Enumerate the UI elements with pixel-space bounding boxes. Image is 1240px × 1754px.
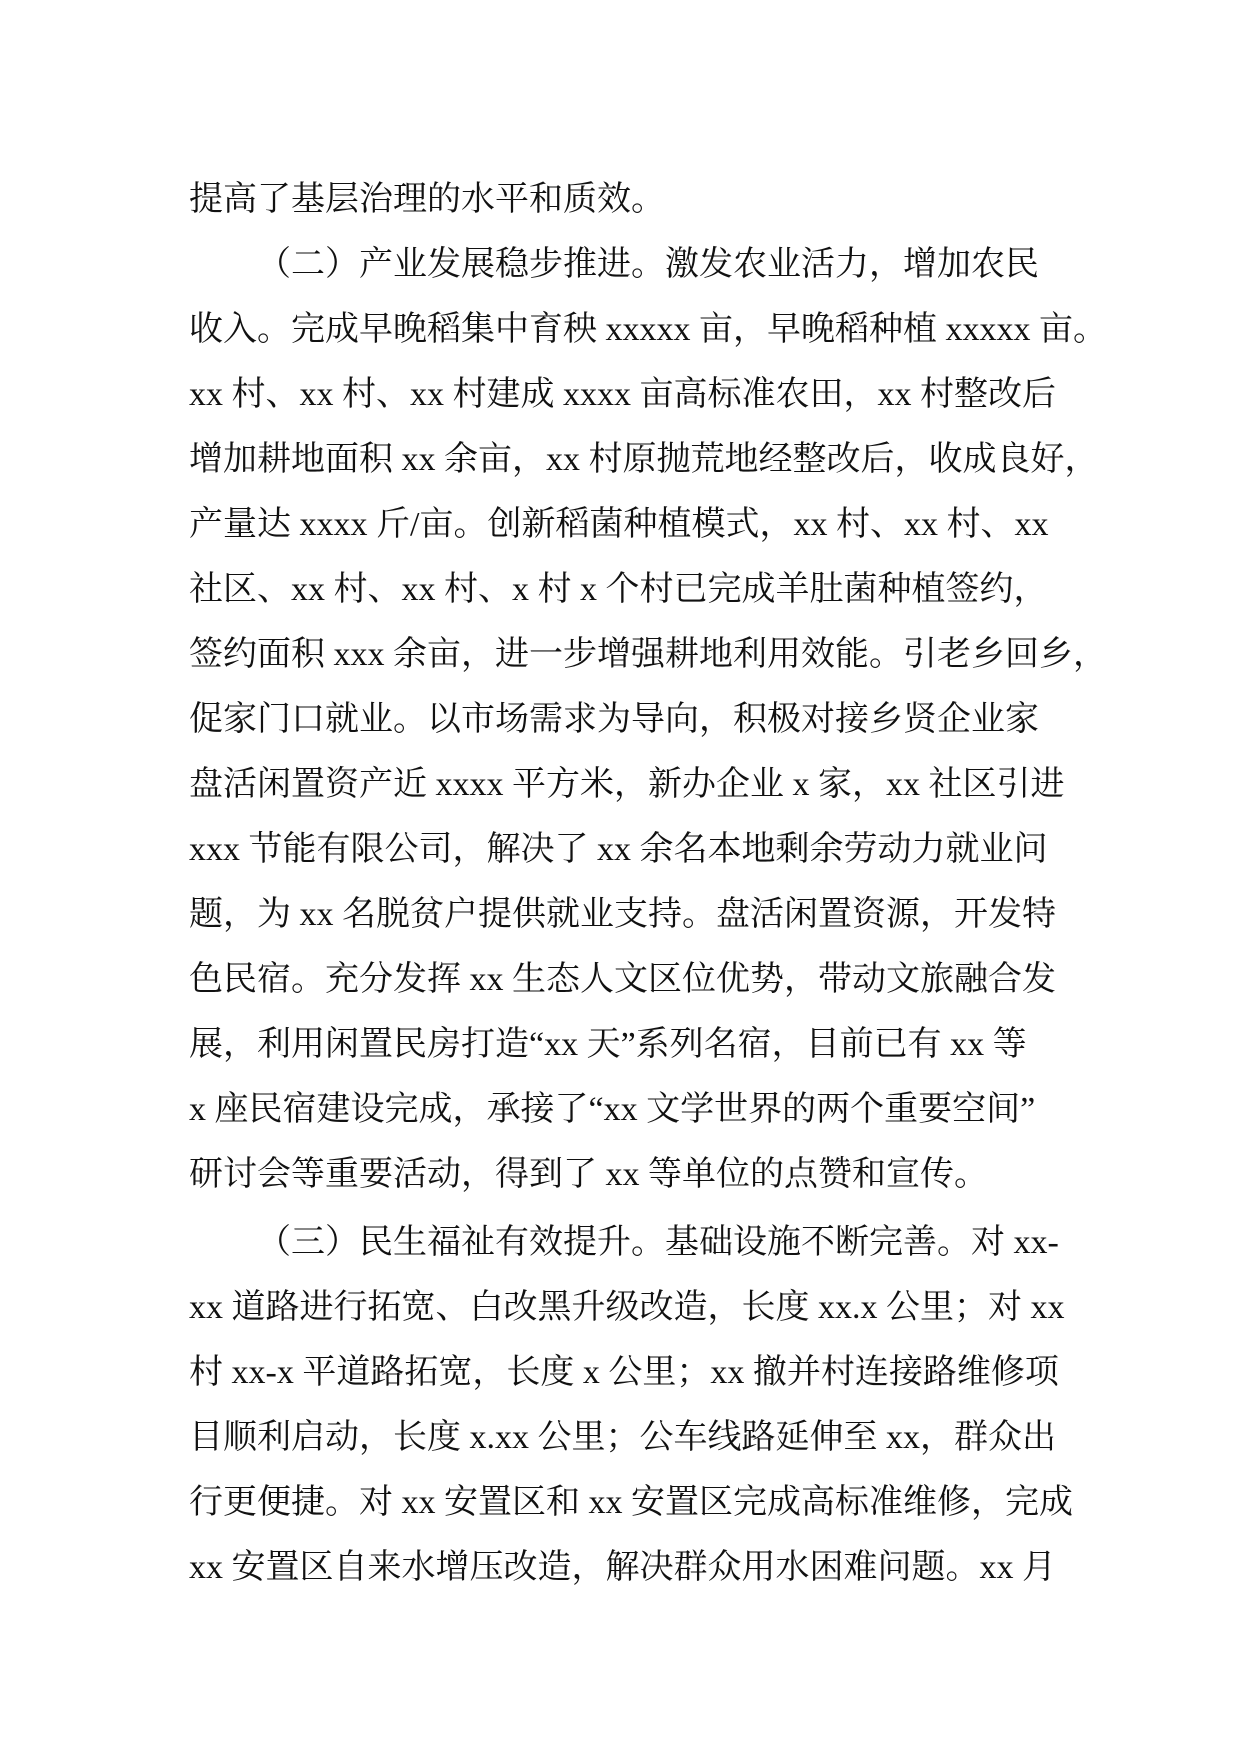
text-line: 题，为 xx 名脱贫户提供就业支持。盘活闲置资源，开发特 (189, 896, 1056, 933)
text-line: 行更便捷。对 xx 安置区和 xx 安置区完成高标准维修，完成 (189, 1484, 1073, 1521)
text-line: 产量达 xxxx 斤/亩。创新稻菌种植模式，xx 村、xx 村、xx (189, 506, 1049, 543)
paragraph-industry-development (189, 232, 1107, 1207)
text-line: 签约面积 xxx 余亩，进一步增强耕地利用效能。引老乡回乡， (189, 636, 1107, 673)
text-line: 增加耕地面积 xx 余亩，xx 村原抛荒地经整改后，收成良好， (189, 441, 1099, 478)
text-line: 盘活闲置资产近 xxxx 平方米，新办企业 x 家，xx 社区引进 (189, 766, 1065, 803)
text-line: 色民宿。充分发挥 xx 生态人文区位优势，带动文旅融合发 (189, 961, 1056, 998)
text-line: 目顺利启动，长度 x.xx 公里；公车线路延伸至 xx，群众出 (189, 1419, 1056, 1456)
text-line: xx 安置区自来水增压改造，解决群众用水困难问题。xx 月 (189, 1549, 1056, 1586)
text-line: xx 村、xx 村、xx 村建成 xxxx 亩高标准农田，xx 村整改后 (189, 376, 1056, 413)
text-line: 村 xx-x 平道路拓宽，长度 x 公里；xx 撤并村连接路维修项 (189, 1354, 1059, 1391)
text-line: 提高了基层治理的水平和质效。 (189, 181, 665, 218)
text-line: x 座民宿建设完成，承接了“xx 文学世界的两个重要空间” (189, 1091, 1036, 1128)
document-body (189, 167, 1107, 1600)
paragraph-continued (189, 167, 1089, 232)
text-line: 社区、xx 村、xx 村、x 村 x 个村已完成羊肚菌种植签约， (189, 571, 1048, 608)
text-line: （二）产业发展稳步推进。激发农业活力，增加农民 (257, 246, 1039, 283)
text-line: 收入。完成早晚稻集中育秧 xxxxx 亩，早晚稻种植 xxxxx 亩。 (189, 311, 1107, 348)
text-line: 研讨会等重要活动，得到了 xx 等单位的点赞和宣传。 (189, 1156, 988, 1193)
text-line: xx 道路进行拓宽、白改黑升级改造，长度 xx.x 公里；对 xx (189, 1289, 1065, 1326)
paragraph-livelihood-welfare (189, 1210, 1089, 1600)
text-line: 促家门口就业。以市场需求为导向，积极对接乡贤企业家 (189, 701, 1039, 738)
text-line: xxx 节能有限公司，解决了 xx 余名本地剩余劳动力就业问 (189, 831, 1048, 868)
text-line: 展，利用闲置民房打造“xx 天”系列名宿，目前已有 xx 等 (189, 1026, 1027, 1063)
text-line: （三）民生福祉有效提升。基础设施不断完善。对 xx- (257, 1224, 1059, 1261)
